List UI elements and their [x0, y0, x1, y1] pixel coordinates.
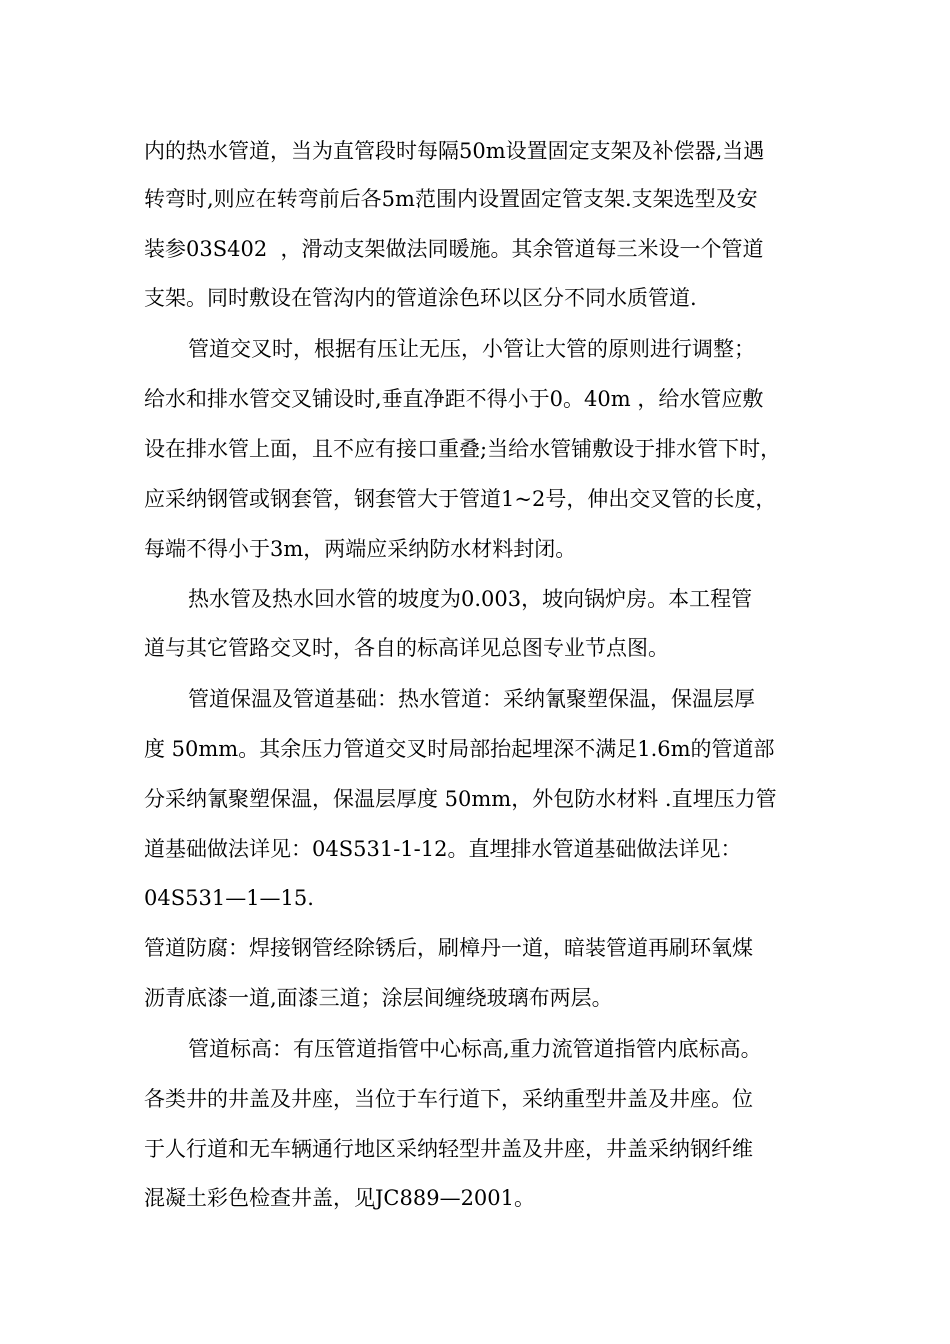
- text-line: 混凝土彩色检查井盖，见JC889—2001。: [144, 1186, 536, 1210]
- text-line: 每端不得小于3m，两端应采纳防水材料封闭。: [144, 537, 577, 561]
- paragraph-start-line: 管道交叉时，根据有压让无压，小管让大管的原则进行调整；: [188, 337, 755, 361]
- text-line: 装参03S402 ，滑动支架做法同暖施。其余管道每三米设一个管道: [144, 237, 764, 261]
- text-line: 各类井的井盖及井座，当位于车行道下，采纳重型井盖及井座。位: [144, 1087, 753, 1111]
- text-line: 应采纳钢管或钢套管，钢套管大于管道1~2号，伸出交叉管的长度，: [144, 487, 777, 511]
- text-line: 沥青底漆一道,面漆三道；涂层间缠绕玻璃布两层。: [144, 986, 613, 1010]
- text-line: 支架。同时敷设在管沟内的管道涂色环以区分不同水质管道.: [144, 286, 697, 310]
- text-line: 内的热水管道，当为直管段时每隔50m设置固定支架及补偿器,当遇: [144, 139, 765, 163]
- text-line: 道与其它管路交叉时，各自的标高详见总图专业节点图。: [144, 636, 669, 660]
- paragraph-start-line: 热水管及热水回水管的坡度为0.003，坡向锅炉房。本工程管: [188, 587, 753, 611]
- paragraph-start-line: 管道保温及管道基础：热水管道：采纳氰聚塑保温，保温层厚: [188, 687, 755, 711]
- text-line: 04S531—1—15.: [144, 886, 314, 910]
- text-line: 于人行道和无车辆通行地区采纳轻型井盖及井座，井盖采纳钢纤维: [144, 1137, 753, 1161]
- text-line: 道基础做法详见：04S531-1-12。直埋排水管道基础做法详见：: [144, 837, 742, 861]
- text-line: 分采纳氰聚塑保温，保温层厚度 50mm，外包防水材料 .直埋压力管: [144, 787, 777, 811]
- paragraph-start-line: 管道标高：有压管道指管中心标高,重力流管道指管内底标高。: [188, 1037, 762, 1061]
- text-line: 设在排水管上面，且不应有接口重叠;当给水管铺敷设于排水管下时，: [144, 437, 782, 461]
- text-line: 转弯时,则应在转弯前后各5m范围内设置固定管支架.支架选型及安: [144, 187, 758, 211]
- text-line: 给水和排水管交叉铺设时,垂直净距不得小于0。40m ，给水管应敷: [144, 387, 764, 411]
- text-line: 度 50mm。其余压力管道交叉时局部抬起埋深不满足1.6m的管道部: [144, 737, 775, 761]
- text-line: 管道防腐：焊接钢管经除锈后，刷樟丹一道，暗装管道再刷环氧煤: [144, 936, 753, 960]
